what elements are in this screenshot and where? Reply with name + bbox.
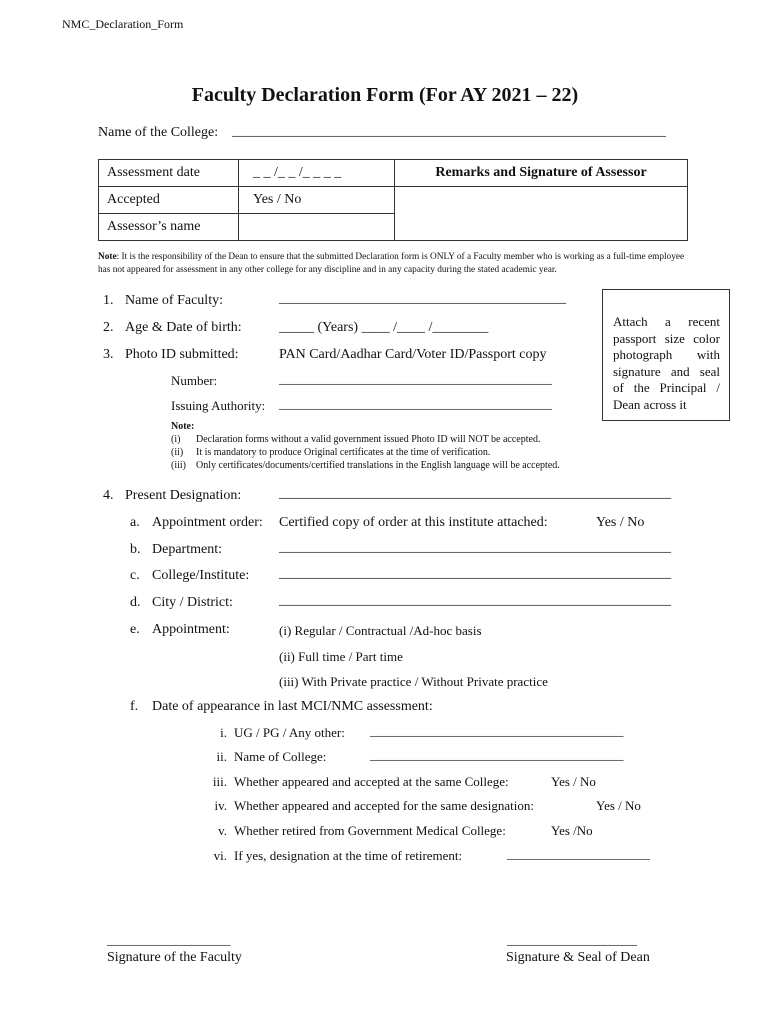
assessment-row-date <box>99 160 688 187</box>
photo-id-note-label: Note: <box>171 421 195 432</box>
previous-college-field[interactable]: _______________________________________ <box>370 747 624 762</box>
city-district-label: City / District: <box>152 595 233 610</box>
item-4-number: 4. <box>103 488 114 503</box>
sub-b-letter: b. <box>130 542 141 557</box>
appointment-type-label: Appointment: <box>152 622 230 637</box>
issuing-authority-field[interactable]: __________________________________________ <box>279 396 552 411</box>
note-label: Note <box>98 252 117 262</box>
retirement-designation-field[interactable]: ______________________ <box>507 846 650 861</box>
assessment-date-value[interactable]: _ _ /_ _ /_ _ _ _ <box>239 160 395 187</box>
sub-d-letter: d. <box>130 595 141 610</box>
designation-label: Present Designation: <box>125 488 242 503</box>
sub-e-letter: e. <box>130 622 140 637</box>
faculty-name-field[interactable]: _________________________________________ <box>279 291 566 306</box>
dean-signature-line[interactable]: ____________________ <box>507 932 637 947</box>
age-dob-field[interactable]: _____ (Years) ____ /____ /________ <box>279 320 489 335</box>
note-text: : It is the responsibility of the Dean to ensure that the submitted Declaration form is ONLY of a Faculty member who is working as a full-time employee has not appeared for assessment in any other college for any discipline and in any capacity during the stated academic year. <box>98 252 685 275</box>
faculty-signature-label: Signature of the Faculty <box>107 950 242 965</box>
photo-id-note-3-number: (iii) <box>171 460 186 471</box>
retired-govt-label: Whether retired from Government Medical College: <box>234 823 506 838</box>
city-district-field[interactable]: ________________________________________________________ <box>279 593 671 608</box>
accepted-label: Accepted <box>99 187 239 214</box>
sub-a-letter: a. <box>130 515 140 530</box>
age-dob-label: Age & Date of birth: <box>125 320 242 335</box>
department-field[interactable]: ________________________________________________________ <box>279 540 671 555</box>
sub-c-letter: c. <box>130 568 140 583</box>
f-item-4-number: iv. <box>214 798 227 813</box>
appointment-option-practice[interactable]: (iii) With Private practice / Without Private practice <box>279 674 548 689</box>
remarks-area[interactable] <box>395 187 688 241</box>
photo-attachment-box[interactable] <box>602 289 730 421</box>
photo-id-note-2-number: (ii) <box>171 447 184 458</box>
same-designation-label: Whether appeared and accepted for the same designation: <box>234 798 534 813</box>
dean-responsibility-note <box>98 251 690 277</box>
appointment-order-text: Certified copy of order at this institute attached: <box>279 515 548 530</box>
ug-pg-label: UG / PG / Any other: <box>234 725 345 740</box>
designation-field[interactable]: ________________________________________________________ <box>279 486 671 501</box>
college-institute-label: College/Institute: <box>152 568 250 583</box>
photo-id-note-2: It is mandatory to produce Original certificates at the time of verification. <box>196 447 491 458</box>
same-college-choice[interactable]: Yes / No <box>551 774 596 789</box>
appointment-option-basis[interactable]: (i) Regular / Contractual /Ad-hoc basis <box>279 623 482 638</box>
previous-college-label: Name of College: <box>234 749 327 764</box>
id-number-label: Number: <box>171 373 218 388</box>
form-title: Faculty Declaration Form (For AY 2021 – 22) <box>191 84 579 106</box>
faculty-name-label: Name of Faculty: <box>125 293 223 308</box>
last-assessment-label: Date of appearance in last MCI/NMC assessment: <box>152 699 433 714</box>
photo-id-note-3: Only certificates/documents/certified translations in the English language will be accepted. <box>196 460 560 471</box>
ug-pg-field[interactable]: _______________________________________ <box>370 723 624 738</box>
photo-id-note-1: Declaration forms without a valid government issued Photo ID will NOT be accepted. <box>196 434 541 445</box>
document-label: NMC_Declaration_Form <box>62 17 184 31</box>
assessment-row-accepted <box>99 187 688 214</box>
sub-f-letter: f. <box>130 699 139 714</box>
college-name-label: Name of the College: <box>98 125 219 140</box>
appointment-order-label: Appointment order: <box>152 515 263 530</box>
item-3-number: 3. <box>103 347 114 362</box>
department-label: Department: <box>152 542 222 557</box>
f-item-1-number: i. <box>220 725 227 740</box>
item-1-number: 1. <box>103 293 114 308</box>
retirement-designation-label: If yes, designation at the time of retirement: <box>234 848 463 863</box>
photo-box-instructions: Attach a recent passport size color photograph with signature and seal of the Principal / Dean across it <box>613 314 720 412</box>
assessor-name-value[interactable] <box>239 214 395 241</box>
same-college-label: Whether appeared and accepted at the same College: <box>234 774 509 789</box>
id-number-field[interactable]: __________________________________________ <box>279 371 552 386</box>
college-institute-field[interactable]: ________________________________________________________ <box>279 566 671 581</box>
item-2-number: 2. <box>103 320 114 335</box>
college-name-field[interactable]: ______________________________________________________________ <box>232 124 666 139</box>
f-item-5-number: v. <box>218 823 227 838</box>
assessor-name-label: Assessor’s name <box>99 214 239 241</box>
appointment-option-time[interactable]: (ii) Full time / Part time <box>279 649 403 664</box>
assessment-date-label: Assessment date <box>99 160 239 187</box>
same-designation-choice[interactable]: Yes / No <box>596 798 641 813</box>
photo-id-note-1-number: (i) <box>171 434 181 445</box>
assessment-table <box>98 159 688 241</box>
retired-govt-choice[interactable]: Yes /No <box>551 823 593 838</box>
dean-signature-label: Signature & Seal of Dean <box>506 950 650 965</box>
faculty-signature-line[interactable]: ___________________ <box>107 932 231 947</box>
f-item-6-number: vi. <box>213 848 227 863</box>
issuing-authority-label: Issuing Authority: <box>171 398 266 413</box>
accepted-value[interactable]: Yes / No <box>239 187 395 214</box>
photo-id-label: Photo ID submitted: <box>125 347 239 362</box>
remarks-heading: Remarks and Signature of Assessor <box>395 160 688 187</box>
f-item-2-number: ii. <box>216 749 227 764</box>
photo-id-options: PAN Card/Aadhar Card/Voter ID/Passport copy <box>279 347 547 362</box>
appointment-order-choice[interactable]: Yes / No <box>596 515 645 530</box>
f-item-3-number: iii. <box>212 774 227 789</box>
